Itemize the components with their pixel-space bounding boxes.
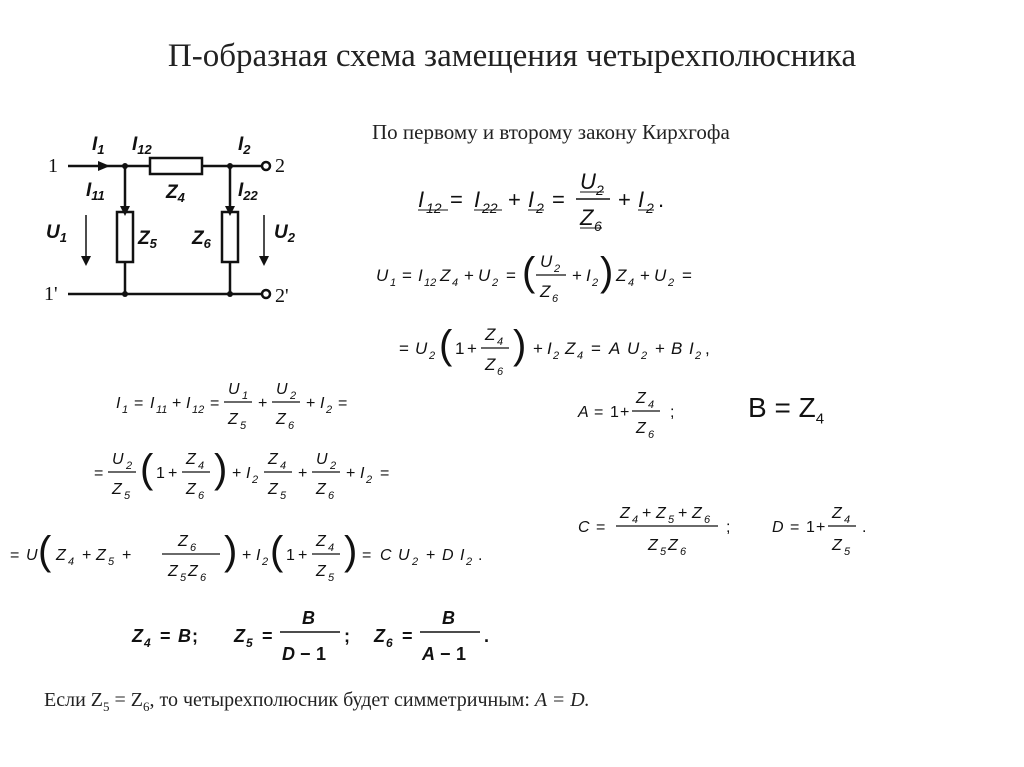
svg-text:=: = [160,626,171,646]
svg-text:U: U [112,451,124,468]
note-sub-2: 6 [143,699,150,714]
svg-text:): ) [344,529,358,573]
label-i11: $I_{11}$ [86,180,105,203]
svg-text:−: − [300,644,311,664]
svg-text:Z: Z [485,325,496,344]
svg-text:=: = [134,395,144,412]
svg-text:1: 1 [122,404,129,416]
label-u2: $U_2$ [274,222,295,245]
svg-text:5: 5 [246,636,253,650]
svg-text:2: 2 [641,350,648,362]
svg-text:Z: Z [440,266,451,285]
junction-dot [122,291,128,297]
svg-text:): ) [214,447,228,491]
svg-text:+: + [298,465,308,482]
svg-text:U: U [276,381,288,398]
svg-text:Z: Z [168,563,178,580]
svg-text:22: 22 [482,200,498,216]
svg-text:4: 4 [198,460,205,472]
svg-text:6: 6 [704,514,711,526]
equation-b [748,392,824,428]
equation-i12 [418,165,738,240]
terminal-2-dot [262,162,270,170]
svg-text:4: 4 [632,514,639,526]
svg-text:Z: Z [186,451,196,468]
svg-text:12: 12 [192,404,205,416]
svg-text:I: I [116,395,121,412]
svg-text:−: − [440,644,451,664]
note-prefix: Если Z [44,689,103,711]
svg-text:+: + [655,339,665,358]
u1-arrow-icon [81,256,91,266]
svg-text:2: 2 [262,556,269,568]
svg-text:Z: Z [188,563,198,580]
svg-text:=: = [450,187,463,212]
resistor-z4 [150,158,202,174]
svg-text:U: U [627,339,640,358]
terminal-2p-label: 2' [275,285,289,307]
svg-text:D: D [282,644,295,664]
svg-text:Z: Z [832,537,842,554]
svg-text:6: 6 [680,546,687,558]
svg-text:Z: Z [636,390,646,407]
svg-text:Z: Z [656,505,666,522]
svg-text:.: . [658,187,665,212]
svg-text:2: 2 [252,474,259,486]
svg-text:Z: Z [268,481,278,498]
note-middle-text: , то четырехполюсник будет симметричным: [149,689,535,711]
terminal-1p-label: 1' [44,283,58,305]
svg-text:6: 6 [288,420,295,432]
svg-text:5: 5 [240,420,247,432]
svg-text:): ) [600,250,614,294]
svg-text:I: I [186,395,191,412]
svg-text:Z: Z [112,481,122,498]
label-z4: $Z_4$ [166,182,185,205]
junction-dot [122,163,128,169]
circuit-diagram [40,120,360,320]
svg-text:=: = [262,626,273,646]
svg-text:6: 6 [386,636,393,650]
svg-text:+: + [258,395,268,412]
svg-text:Z: Z [228,411,238,428]
svg-text:5: 5 [668,514,675,526]
svg-text:2: 2 [126,460,133,472]
svg-text:1: 1 [390,277,397,289]
svg-text:+: + [533,339,543,358]
svg-text:B: B [442,608,455,628]
svg-text:6: 6 [552,293,559,305]
junction-dot [227,163,233,169]
svg-text:U: U [654,266,667,285]
svg-text:=: = [402,266,412,285]
svg-text:(: ( [522,250,536,294]
svg-text:Z: Z [178,533,188,550]
note-tail: A = D. [534,689,590,711]
equation-b-text: B = Z [748,392,816,423]
svg-text:2: 2 [553,350,560,362]
svg-text:=: = [591,339,601,358]
svg-text:I: I [689,339,694,358]
svg-text:U: U [316,451,328,468]
svg-text:2: 2 [412,556,419,568]
equation-b-sub: 4 [815,410,825,428]
svg-text:+: + [82,547,92,564]
svg-text:+: + [232,465,242,482]
svg-text:4: 4 [628,277,635,289]
u2-arrow-icon [259,256,269,266]
svg-text:6: 6 [200,572,207,584]
svg-text:4: 4 [280,460,287,472]
svg-text:A: A [609,339,621,358]
svg-text:5: 5 [844,546,851,558]
svg-text:1: 1 [455,339,465,358]
svg-text:1: 1 [806,519,815,536]
svg-text:1: 1 [242,390,249,402]
equation-i1 [112,372,412,441]
svg-text:.: . [478,547,483,564]
svg-text:=: = [552,187,565,212]
equation-a [576,385,716,450]
svg-text:2: 2 [326,404,333,416]
svg-text:D: D [442,547,454,564]
svg-text:12: 12 [426,200,442,216]
svg-text:=: = [682,266,692,285]
svg-text:Z: Z [580,205,594,230]
label-i1: $I_1$ [92,134,105,157]
svg-text:1: 1 [610,404,619,421]
svg-text:=: = [210,395,220,412]
svg-text:4: 4 [497,336,504,348]
svg-text:Z: Z [668,537,678,554]
svg-text:2: 2 [592,277,599,289]
equation-i1-cont [92,440,422,515]
svg-text:5: 5 [180,572,187,584]
svg-text:I: I [474,187,481,212]
svg-text:Z: Z [692,505,702,522]
svg-text:): ) [513,323,527,367]
svg-text:+: + [426,547,436,564]
svg-text:U: U [540,252,553,271]
svg-text:Z: Z [648,537,658,554]
equation-u1-cont [395,318,815,387]
svg-text:1: 1 [316,644,327,664]
svg-text:12: 12 [424,277,437,289]
svg-text:(: ( [270,529,284,573]
svg-text:2: 2 [596,182,604,198]
svg-text:B: B [671,339,683,358]
svg-text:+: + [467,339,477,358]
svg-text:I: I [246,465,251,482]
svg-text:Z: Z [234,626,245,646]
svg-text:+: + [572,266,582,285]
terminal-2p-dot [262,290,270,298]
svg-text:=: = [506,266,516,285]
svg-text:Z: Z [316,563,326,580]
svg-text:2: 2 [554,263,561,275]
svg-text:U: U [398,547,410,564]
svg-text:=: = [94,465,104,482]
svg-text:;: ; [726,519,731,536]
svg-text:+: + [508,187,521,212]
svg-text:+: + [640,266,650,285]
svg-text:11: 11 [156,404,168,416]
svg-text:.: . [484,626,490,646]
terminal-1-label: 1 [48,155,58,177]
svg-text:I: I [150,395,155,412]
svg-text:=: = [596,519,606,536]
svg-text:4: 4 [452,277,459,289]
svg-text:=: = [399,339,409,358]
svg-text:(: ( [439,323,453,367]
svg-text:+: + [618,187,631,212]
svg-text:I: I [418,266,423,285]
note-mid: = Z [109,689,143,711]
svg-text:Z: Z [276,411,286,428]
svg-text:4: 4 [844,514,851,526]
svg-text:Z: Z [540,282,551,301]
svg-text:I: I [256,547,261,564]
svg-text:4: 4 [328,542,335,554]
label-z6: $Z_6$ [192,228,211,251]
svg-text:2: 2 [466,556,473,568]
svg-text:Z: Z [616,266,627,285]
svg-text:B: B [178,626,191,646]
svg-text:,: , [705,339,710,358]
svg-text:6: 6 [190,542,197,554]
equation-z-inverse [130,602,500,677]
svg-text:5: 5 [660,546,667,558]
svg-text:I: I [586,266,591,285]
svg-text:A: A [578,404,589,421]
svg-text:6: 6 [328,490,335,502]
svg-text:Z: Z [268,451,278,468]
svg-text:=: = [10,547,20,564]
svg-text:Z: Z [485,355,496,374]
svg-text:2: 2 [668,277,675,289]
svg-text:D: D [772,519,784,536]
symmetry-note [44,689,590,715]
svg-text:+: + [172,395,182,412]
svg-text:2: 2 [290,390,297,402]
svg-text:+: + [306,395,316,412]
resistor-z5 [117,212,133,262]
svg-text:6: 6 [198,490,205,502]
svg-text:+: + [346,465,356,482]
svg-text:=: = [362,547,372,564]
svg-text:4: 4 [68,556,75,568]
svg-text:Z: Z [56,547,66,564]
svg-text:I: I [638,187,645,212]
svg-text:I: I [547,339,552,358]
svg-text:I: I [320,395,325,412]
svg-text:U: U [580,169,596,194]
page-title: П-образная схема замещения четырехполюсника [167,38,857,74]
svg-text:+: + [678,505,688,522]
equation-c-d [576,500,906,569]
label-i22: $I_{22}$ [238,180,258,203]
svg-text:+: + [298,547,308,564]
svg-text:2: 2 [536,200,544,216]
svg-text:6: 6 [497,366,504,378]
svg-text:=: = [402,626,413,646]
svg-text:6: 6 [594,218,602,234]
svg-text:5: 5 [280,490,287,502]
circuit-svg [40,120,360,320]
svg-text:U: U [478,266,491,285]
svg-text:+: + [816,519,826,536]
svg-text:=: = [790,519,800,536]
svg-text:U: U [415,339,428,358]
svg-text:+: + [122,547,132,564]
svg-text:B: B [302,608,315,628]
svg-text:;: ; [192,626,198,646]
svg-text:U: U [376,266,389,285]
svg-text:C: C [578,519,590,536]
svg-text:Z: Z [132,626,143,646]
note-sub-1: 5 [103,699,110,714]
terminal-2-label: 2 [275,155,285,177]
svg-text:Z: Z [832,505,842,522]
svg-text:=: = [594,404,604,421]
svg-text:U: U [228,381,240,398]
svg-text:I: I [360,465,365,482]
i1-arrow-icon [98,161,110,171]
svg-text:1: 1 [456,644,467,664]
svg-text:.: . [862,519,867,536]
svg-text:5: 5 [108,556,115,568]
svg-text:4: 4 [648,399,655,411]
svg-text:U: U [26,547,38,564]
label-i2: $I_2$ [238,134,251,157]
svg-text:=: = [380,465,390,482]
svg-text:5: 5 [124,490,131,502]
svg-text:Z: Z [620,505,630,522]
svg-text:4: 4 [144,636,151,650]
svg-text:=: = [338,395,348,412]
svg-text:A: A [422,644,435,664]
label-z5: $Z_5$ [138,228,157,251]
svg-text:2: 2 [695,350,702,362]
svg-text:+: + [642,505,652,522]
svg-text:6: 6 [648,429,655,441]
svg-text:2: 2 [646,200,654,216]
svg-text:1: 1 [156,465,165,482]
svg-text:Z: Z [316,481,326,498]
equation-i1-final [8,520,508,595]
resistor-z6 [222,212,238,262]
svg-text:5: 5 [328,572,335,584]
svg-text:2: 2 [429,350,436,362]
svg-text:C: C [380,547,392,564]
svg-text:4: 4 [577,350,584,362]
svg-text:Z: Z [96,547,106,564]
svg-text:(: ( [140,447,154,491]
equation-u1 [372,245,792,314]
svg-text:I: I [528,187,535,212]
svg-text:2: 2 [492,277,499,289]
svg-text:2: 2 [366,474,373,486]
junction-dot [227,291,233,297]
svg-text:1: 1 [286,547,295,564]
label-i12: $I_{12}$ [132,134,152,157]
svg-text:2: 2 [330,460,337,472]
label-u1: $U_1$ [46,222,67,245]
svg-text:;: ; [344,626,350,646]
svg-text:+: + [464,266,474,285]
svg-text:I: I [418,187,425,212]
svg-text:(: ( [38,529,52,573]
svg-text:I: I [460,547,465,564]
svg-text:+: + [620,404,630,421]
svg-text:Z: Z [316,533,326,550]
svg-text:Z: Z [636,420,646,437]
svg-text:;: ; [670,404,675,421]
svg-text:): ) [224,529,238,573]
svg-text:Z: Z [565,339,576,358]
svg-text:+: + [168,465,178,482]
svg-text:Z: Z [186,481,196,498]
svg-text:+: + [242,547,252,564]
kirchhoff-caption: По первому и второму закону Кирхгофа [372,120,730,144]
svg-text:Z: Z [374,626,385,646]
